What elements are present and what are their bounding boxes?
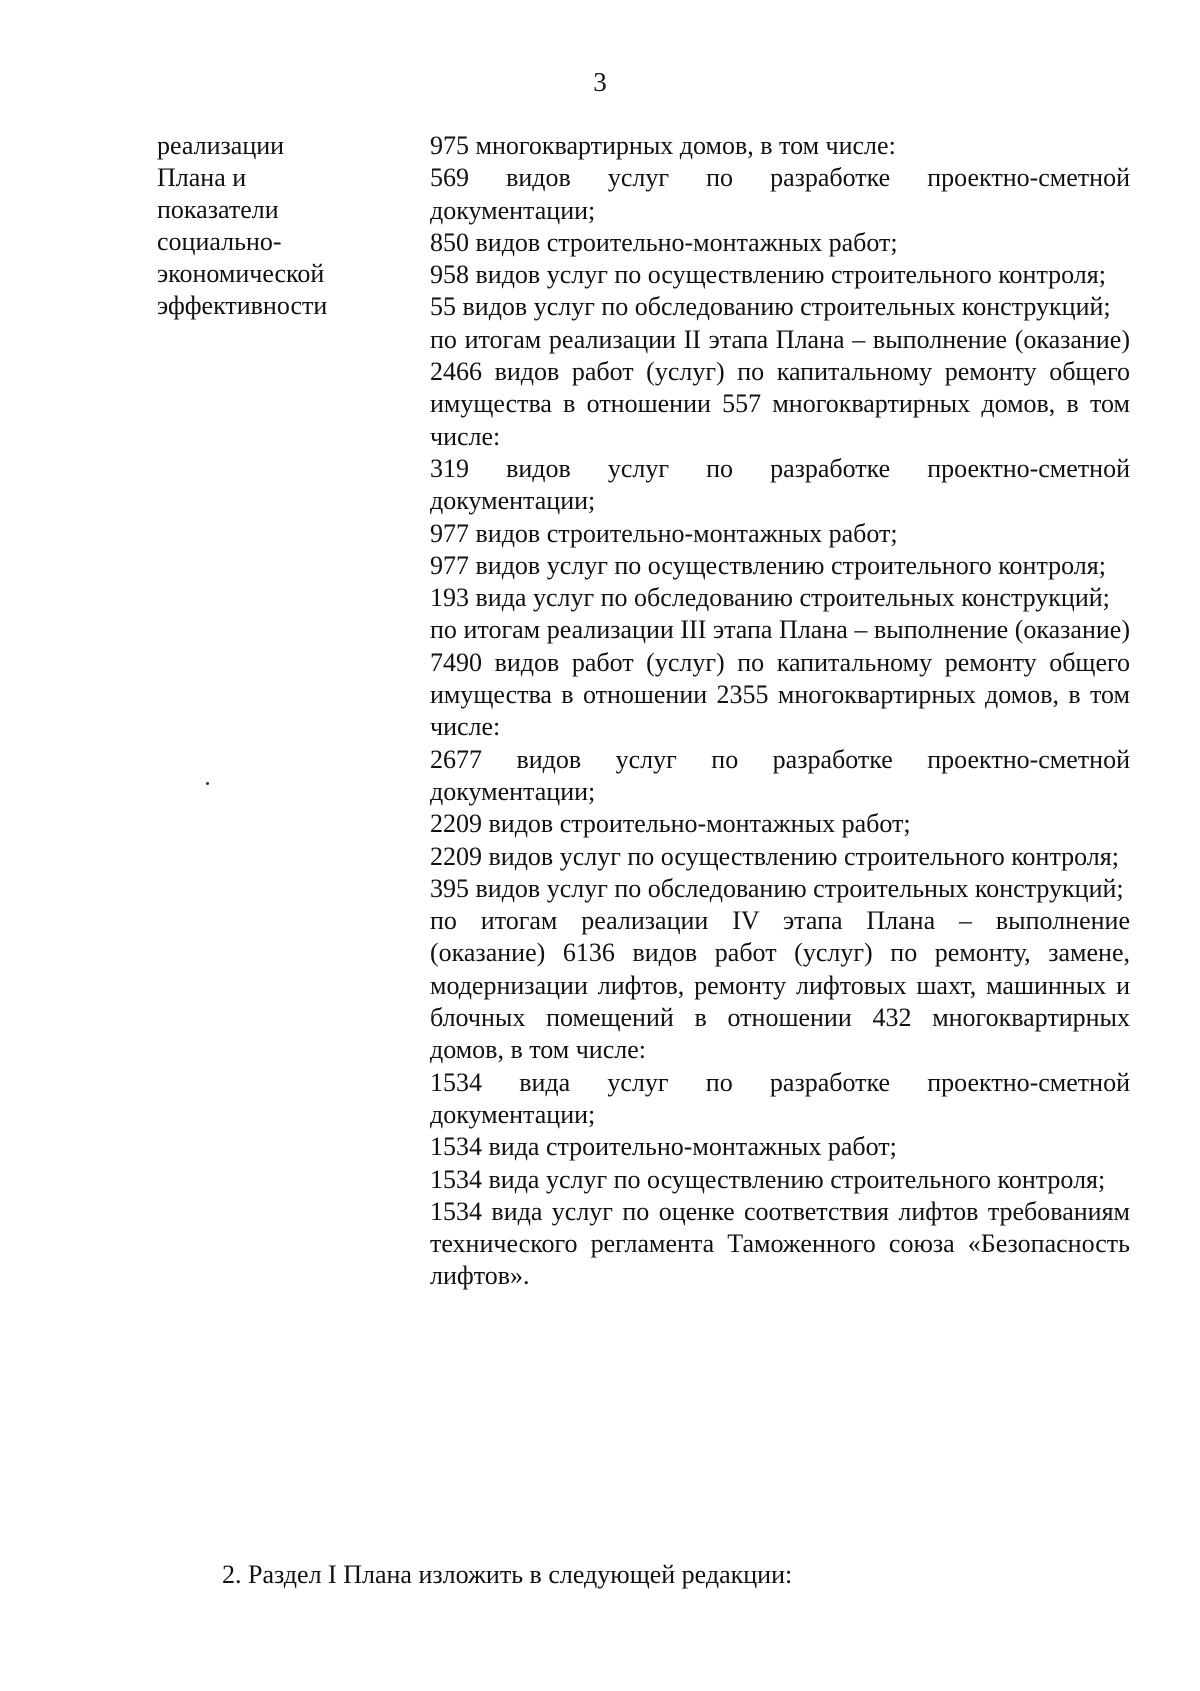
left-column-line: показатели: [157, 195, 279, 224]
paragraph: 2677 видов услуг по разработке проектно-сметной документации;: [430, 744, 1130, 806]
paragraph: 1534 вида услуг по разработке проектно-сметной документации;: [430, 1067, 1130, 1129]
left-column-line: Плана и: [157, 163, 247, 192]
paragraph: по итогам реализации III этапа Плана – выполнение (оказание) 7490 видов работ (услуг) по капитальному ремонту общего имущества в отношении 2355 многоквартирных домов, в том числе:: [430, 615, 1130, 742]
paragraph: 55 видов услуг по обследованию строительных конструкций;: [430, 292, 1111, 322]
paragraph: 975 многоквартирных домов, в том числе:: [430, 131, 896, 160]
scan-speck: [206, 782, 209, 785]
paragraph: 193 вида услуг по обследованию строительных конструкций;: [430, 583, 1110, 613]
paragraph: 2209 видов услуг по осуществлению строительного контроля;: [430, 841, 1119, 871]
left-column-line: эффективности: [157, 291, 328, 320]
right-column-text: [430, 130, 1130, 1293]
paragraph: 1534 вида услуг по осуществлению строительного контроля;: [430, 1164, 1106, 1194]
paragraph: по итогам реализации II этапа Плана – выполнение (оказание) 2466 видов работ (услуг) по капитальному ремонту общего имущества в отношении 557 многоквартирных домов, в том числе:: [430, 324, 1130, 451]
left-column-line: экономической: [157, 259, 325, 288]
paragraph: 958 видов услуг по осуществлению строительного контроля;: [430, 260, 1106, 290]
paragraph: 2209 видов строительно-монтажных работ;: [430, 809, 911, 839]
left-column-line: социально-: [157, 227, 282, 256]
paragraph: 395 видов услуг по обследованию строительных конструкций;: [430, 873, 1124, 903]
paragraph: 319 видов услуг по разработке проектно-сметной документации;: [430, 453, 1130, 516]
paragraph: 1534 вида строительно-монтажных работ;: [430, 1132, 897, 1162]
left-column-line: реализации: [157, 131, 285, 160]
left-column-label: [157, 130, 407, 322]
paragraph: по итогам реализации IV этапа Плана – выполнение (оказание) 6136 видов работ (услуг) по ремонту, замене, модернизации лифтов, ремонту лифтовых шахт, машинных и блочных помещений в отношении 432 многоквартирных домов, в том числе:: [430, 906, 1130, 1065]
section-instruction: 2. Раздел I Плана изложить в следующей редакции:: [222, 1560, 793, 1589]
paragraph: 1534 вида услуг по оценке соответствия лифтов требованиям технического регламента Таможенного союза «Безопасность лифтов».: [430, 1196, 1130, 1291]
paragraph: 850 видов строительно-монтажных работ;: [430, 227, 898, 257]
paragraph: 977 видов услуг по осуществлению строительного контроля;: [430, 550, 1106, 580]
paragraph: 977 видов строительно-монтажных работ;: [430, 518, 898, 548]
page-number: 3: [593, 67, 607, 97]
paragraph: 569 видов услуг по разработке проектно-сметной документации;: [430, 163, 1130, 225]
